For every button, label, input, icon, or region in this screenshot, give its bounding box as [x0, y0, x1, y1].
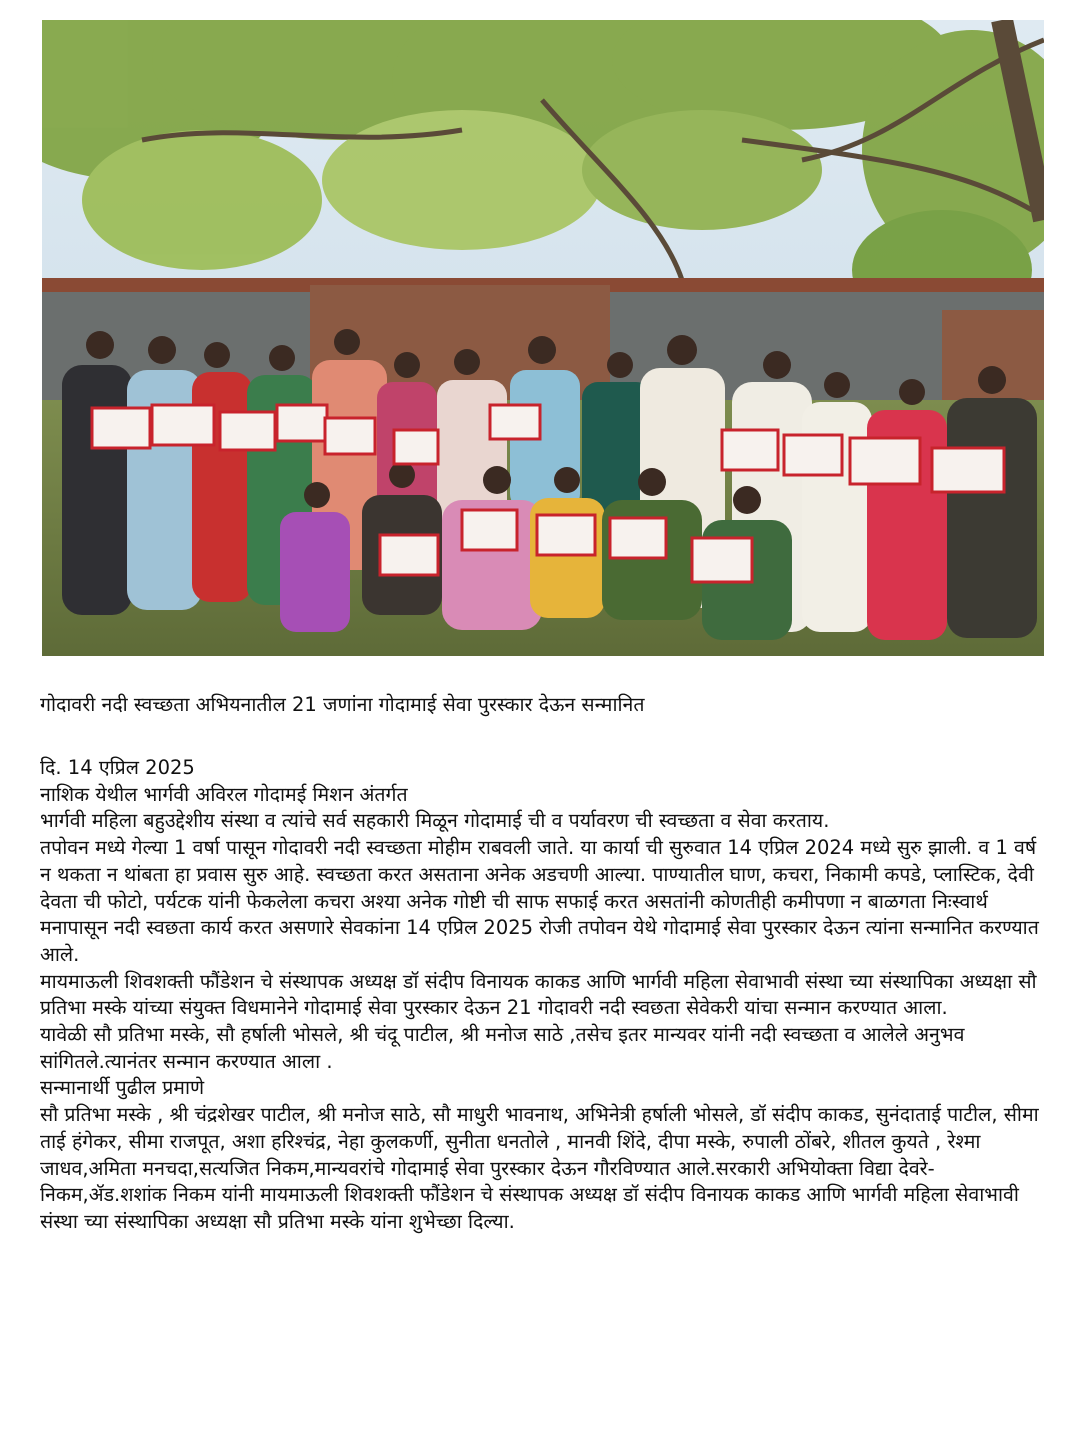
article-paragraph: भार्गवी महिला बहुउद्देशीय संस्था व त्यांचे सर्व सहकारी मिळून गोदामाई ची व पर्यावरण ची स्वच्छता व सेवा करताय. [40, 809, 830, 833]
awardees-list: सौ प्रतिभा मस्के , श्री चंद्रशेखर पाटील, श्री मनोज साठे, सौ माधुरी भावनाथ, अभिनेत्री हर्षाली भोसले, डॉ संदीप काकड, सुनंदाताई पाटील, सीमा ताई हंगेकर, सीमा राजपूत, अशा हरिश्चंद्र, नेहा कुलकर्णी, सुनीता धनतोले , मानवी शिंदे, दीपा मस्के, रुपाली ठोंबरे, शीतल कुयते , रेश्मा जाधव,अमिता मनचदा,सत्यजित निकम,मान्यवरांचे गोदामाई सेवा पुरस्कार देऊन गौरविण्यात आले.सरकारी अभियोक्ता विद्या देवरे-निकम,ॲड.शशांक निकम यांनी मायमाऊली शिवशक्ती फौंडेशन चे संस्थापक अध्यक्ष डॉ संदीप विनायक काकड आणि भार्गवी महिला सेवाभावी संस्था च्या संस्थापिका अध्यक्षा सौ प्रतिभा मस्के यांना शुभेच्छा दिल्या. [40, 1103, 1039, 1233]
awardees-heading: सन्मानार्थी पुढील प्रमाणे [40, 1076, 205, 1100]
article-paragraph: नाशिक येथील भार्गवी अविरल गोदामई मिशन अंतर्गत [40, 782, 408, 806]
article-paragraph: यावेळी सौ प्रतिभा मस्के, सौ हर्षाली भोसले, श्री चंदू पाटील, श्री मनोज साठे ,तसेच इतर मान्यवर यांनी नदी स्वच्छता व आलेले अनुभव सांगितले.त्यानंतर सन्मान करण्यात आला . [40, 1023, 965, 1073]
article-paragraph: मायमाऊली शिवशक्ती फौंडेशन चे संस्थापक अध्यक्ष डॉ संदीप विनायक काकड आणि भार्गवी महिला सेवाभावी संस्था च्या संस्थापिका अध्यक्षा सौ प्रतिभा मस्के यांच्या संयुक्त विधमानेने गोदामाई सेवा पुरस्कार देऊन 21 गोदावरी नदी स्वछता सेवेकरी यांचा सन्मान करण्यात आला. [40, 969, 1037, 1020]
article-body [40, 755, 1050, 1236]
group-photo-illustration [42, 20, 1044, 656]
article-date: दि. 14 एप्रिल 2025 [40, 756, 195, 779]
group-photo [42, 20, 1044, 656]
article-paragraph: तपोवन मध्ये गेल्या 1 वर्षा पासून गोदावरी नदी स्वच्छता मोहीम राबवली जाते. या कार्या ची सुरुवात 14 एप्रिल 2024 मध्ये सुरु झाली. व 1 वर्ष न थकता न थांबता हा प्रवास सुरु आहे. स्वच्छता करत असताना अनेक अडचणी आल्या. पाण्यातील घाण, कचरा, निकामी कपडे, प्लास्टिक, देवी देवता ची फोटो, पर्यटक यांनी फेकलेला कचरा अश्या अनेक गोष्टी ची साफ सफाई करत असतांनी कोणतीही कमीपणा न बाळगता निःस्वार्थ मनापासून नदी स्वछता कार्य करत असणारे सेवकांना 14 एप्रिल 2025 रोजी तपोवन येथे गोदामाई सेवा पुरस्कार देऊन त्यांना सन्मानित करण्यात आले. [40, 836, 1039, 966]
headline: गोदावरी नदी स्वच्छता अभियनातील 21 जणांना गोदामाई सेवा पुरस्कार देऊन सन्मानित [40, 693, 645, 716]
